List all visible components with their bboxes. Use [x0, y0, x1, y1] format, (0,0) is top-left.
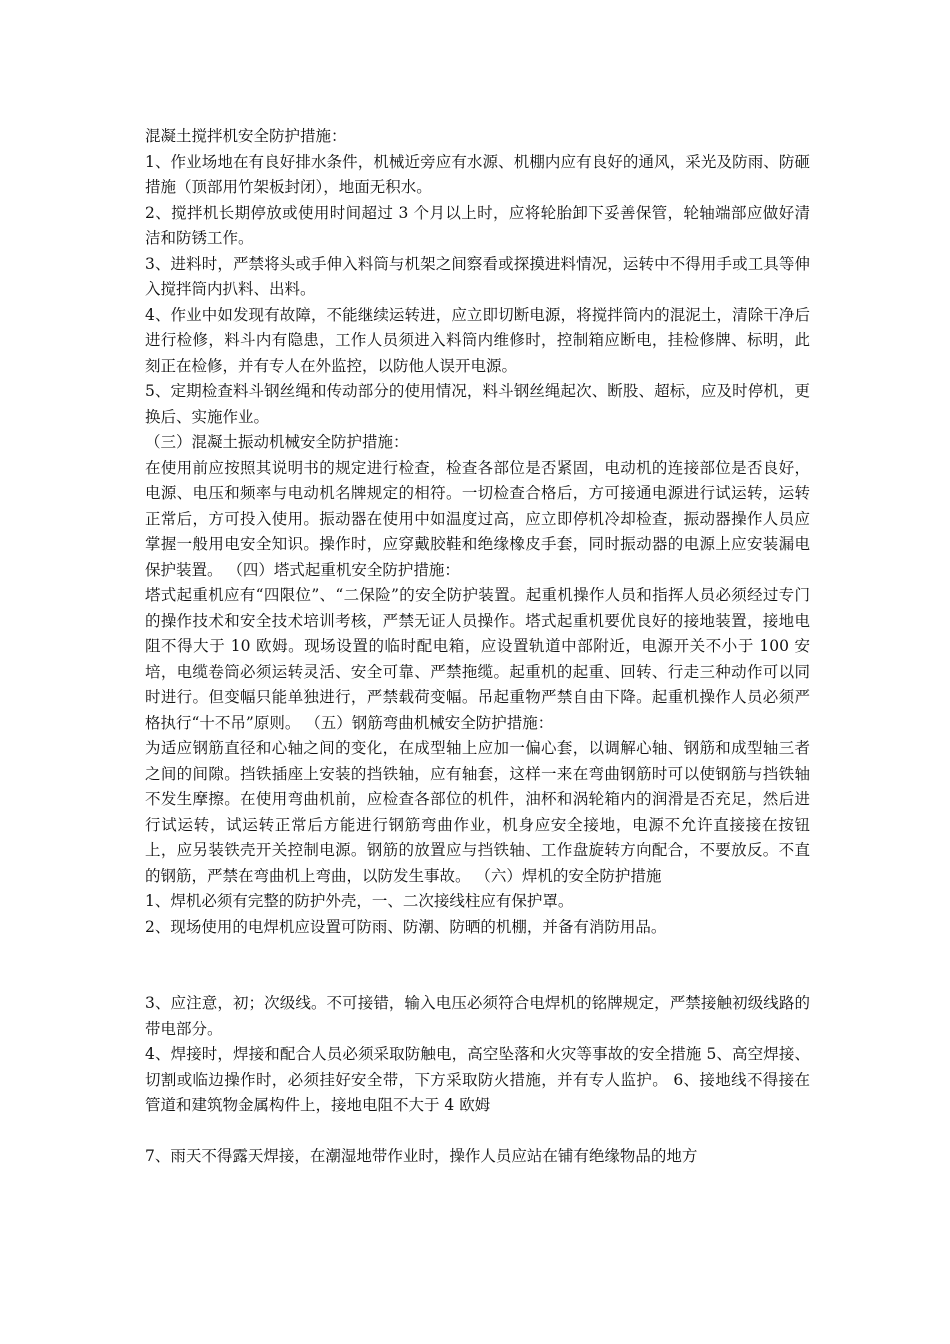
paragraph: 1、焊机必须有完整的防护外壳，一、二次接线柱应有保护罩。: [145, 892, 574, 910]
blank-spacer: [145, 940, 810, 991]
paragraph: 为适应钢筋直径和心轴之间的变化，在成型轴上应加一偏心套，以调解心轴、钢筋和成型轴三者之间的间隙。挡铁插座上安装的挡铁轴，应有轴套，这样一来在弯曲钢筋时可以使钢筋与挡铁轴不发生摩擦。在使用弯曲机前，应检查各部位的机件，油杯和涡轮箱内的润滑是否充足，然后进行试运转，试运转正常后方能进行钢筋弯曲作业，机身应安全接地，电源不允许直接接在按钮上，应另装铁壳开关控制电源。钢筋的放置应与挡铁轴、工作盘旋转方向配合，不要放反。不直的钢筋，严禁在弯曲机上弯曲，以防发生事故。 （六）焊机的安全防护措施: [145, 739, 810, 885]
paragraph: 塔式起重机应有“四限位”、“二保险”的安全防护装置。起重机操作人员和指挥人员必须经过专门的操作技术和安全技术培训考核，严禁无证人员操作。塔式起重机要优良好的接地装置，接地电阻不得大于 10 欧姆。现场设置的临时配电箱，应设置轨道中部附近，电源开关不小于 100 安培，电缆卷筒必须运转灵活、安全可靠、严禁拖缆。起重机的起重、回转、行走三种动作可以同时进行。但变幅只能单独进行，严禁载荷变幅。吊起重物严禁自由下降。起重机操作人员必须严格执行“十不吊”原则。 （五）钢筋弯曲机械安全防护措施：: [145, 586, 810, 732]
paragraph: 4、焊接时，焊接和配合人员必须采取防触电，高空坠落和火灾等事故的安全措施 5、高空焊接、切割或临边操作时，必须挂好安全带，下方采取防火措施，并有专人监护。 6、接地线不得接在管道和建筑物金属构件上，接地电阻不大于 4 欧姆: [145, 1045, 810, 1114]
paragraph: 在使用前应按照其说明书的规定进行检查，检查各部位是否紧固，电动机的连接部位是否良好，电源、电压和频率与电动机名牌规定的相符。一切检查合格后，方可接通电源进行试运转，运转正常后，方可投入使用。振动器在使用中如温度过高，应立即停机冷却检查，振动器操作人员应掌握一般用电安全知识。操作时，应穿戴胶鞋和绝缘橡皮手套，同时振动器的电源上应安装漏电保护装置。 （四）塔式起重机安全防护措施：: [145, 458, 810, 579]
paragraph: 1、作业场地在有良好排水条件，机械近旁应有水源、机棚内应有良好的通风，采光及防雨、防砸措施（顶部用竹架板封闭），地面无积水。: [145, 152, 810, 196]
document-body: [145, 124, 810, 1170]
paragraph: 7、雨天不得露天焊接，在潮湿地带作业时，操作人员应站在铺有绝缘物品的地方: [145, 1147, 698, 1165]
section-heading-mixer: 混凝土搅拌机安全防护措施：: [145, 127, 347, 145]
blank-spacer: [145, 1119, 810, 1145]
paragraph: 2、搅拌机长期停放或使用时间超过 3 个月以上时，应将轮胎卸下妥善保管，轮轴端部应做好清洁和防锈工作。: [145, 203, 810, 247]
paragraph: 3、应注意，初；次级线。不可接错，输入电压必须符合电焊机的铭牌规定，严禁接触初级线路的带电部分。: [145, 994, 810, 1038]
paragraph: 5、定期检查料斗钢丝绳和传动部分的使用情况，料斗钢丝绳起次、断股、超标，应及时停机，更换后、实施作业。: [145, 382, 810, 426]
paragraph: 3、进料时，严禁将头或手伸入料筒与机架之间察看或探摸进料情况，运转中不得用手或工具等伸入搅拌筒内扒料、出料。: [145, 254, 810, 298]
section-heading-vibrator: （三）混凝土振动机械安全防护措施：: [145, 433, 409, 451]
paragraph: 2、现场使用的电焊机应设置可防雨、防潮、防晒的机棚，并备有消防用品。: [145, 917, 667, 936]
paragraph: 4、作业中如发现有故障，不能继续运转进，应立即切断电源，将搅拌筒内的混泥土，清除干净后进行检修，料斗内有隐患，工作人员须进入料筒内维修时，控制箱应断电，挂检修牌、标明，此刻正在检修，并有专人在外监控，以防他人误开电源。: [145, 305, 810, 375]
